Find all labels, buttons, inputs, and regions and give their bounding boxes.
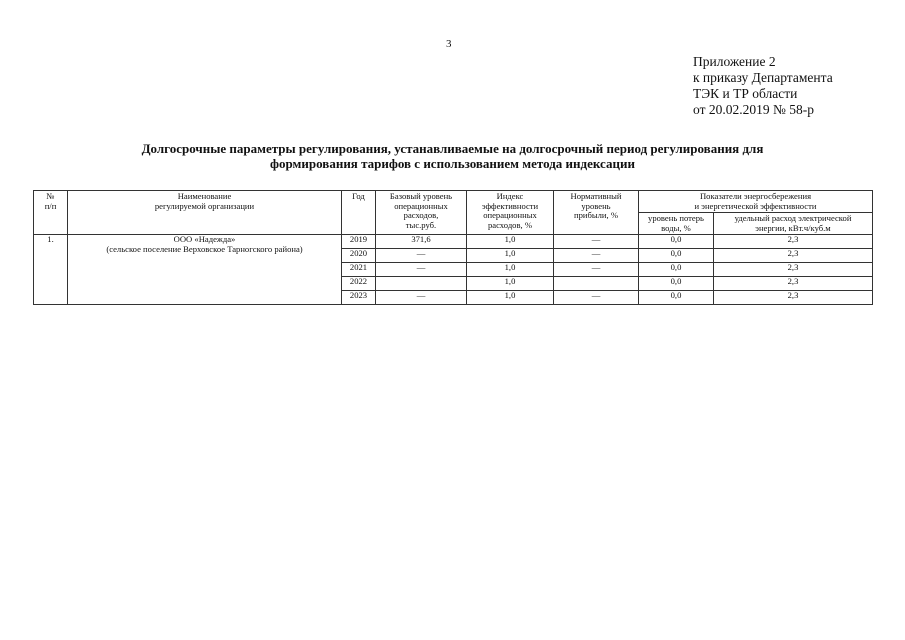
cell-base-level: — [376,263,467,277]
cell-year: 2023 [342,291,376,305]
cell-base-level: 371,6 [376,235,467,249]
cell-base-level: — [376,249,467,263]
cell-profit-level: — [554,235,639,249]
appendix-line: к приказу Департамента [693,70,833,85]
header-year: Год [342,191,376,235]
cell-water-loss: 0,0 [639,291,714,305]
organization-name: ООО «Надежда» [173,234,236,245]
cell-water-loss: 0,0 [639,249,714,263]
cell-water-loss: 0,0 [639,235,714,249]
cell-profit-level: — [554,249,639,263]
header-power-consumption: удельный расход электрической энергии, кВт.ч/куб.м [714,213,873,235]
header-base-level: Базовый уровень операционных расходов, тыс.руб. [376,191,467,235]
cell-year: 2019 [342,235,376,249]
appendix-note [693,54,833,118]
header-profit-level: Нормативный уровень прибыли, % [554,191,639,235]
title-line: Долгосрочные параметры регулирования, устанавливаемые на долгосрочный период регулирования для [141,141,764,156]
cell-year: 2020 [342,249,376,263]
cell-base-level [376,277,467,291]
header-number: № п/п [34,191,68,235]
document-title [40,141,865,171]
cell-power-consumption: 2,3 [714,291,873,305]
row-number: 1. [34,235,68,305]
title-line: формирования тарифов с использованием метода индексации [270,156,635,171]
cell-power-consumption: 2,3 [714,235,873,249]
appendix-line: от 20.02.2019 № 58-р [693,102,814,117]
table-header-row [34,191,873,213]
cell-profit-level: — [554,263,639,277]
header-water-loss: уровень потерь воды, % [639,213,714,235]
header-efficiency-index: Индекс эффективности операционных расходов, % [467,191,554,235]
cell-power-consumption: 2,3 [714,249,873,263]
header-organization: Наименование регулируемой организации [68,191,342,235]
appendix-line: ТЭК и ТР области [693,86,798,101]
organization-cell [68,235,342,305]
cell-year: 2022 [342,277,376,291]
cell-power-consumption: 2,3 [714,277,873,291]
header-energy-indicators: Показатели энергосбережения и энергетической эффективности [639,191,873,213]
cell-base-level: — [376,291,467,305]
cell-power-consumption: 2,3 [714,263,873,277]
cell-profit-level [554,277,639,291]
cell-water-loss: 0,0 [639,263,714,277]
table-row [34,235,873,249]
appendix-line: Приложение 2 [693,54,776,69]
page-number: 3 [446,38,452,50]
cell-efficiency-index: 1,0 [467,277,554,291]
cell-efficiency-index: 1,0 [467,291,554,305]
cell-efficiency-index: 1,0 [467,249,554,263]
regulation-parameters-table [33,190,873,305]
organization-location: (сельское поселение Верховское Тарногского района) [106,243,303,254]
cell-efficiency-index: 1,0 [467,263,554,277]
cell-water-loss: 0,0 [639,277,714,291]
cell-profit-level: — [554,291,639,305]
cell-year: 2021 [342,263,376,277]
cell-efficiency-index: 1,0 [467,235,554,249]
